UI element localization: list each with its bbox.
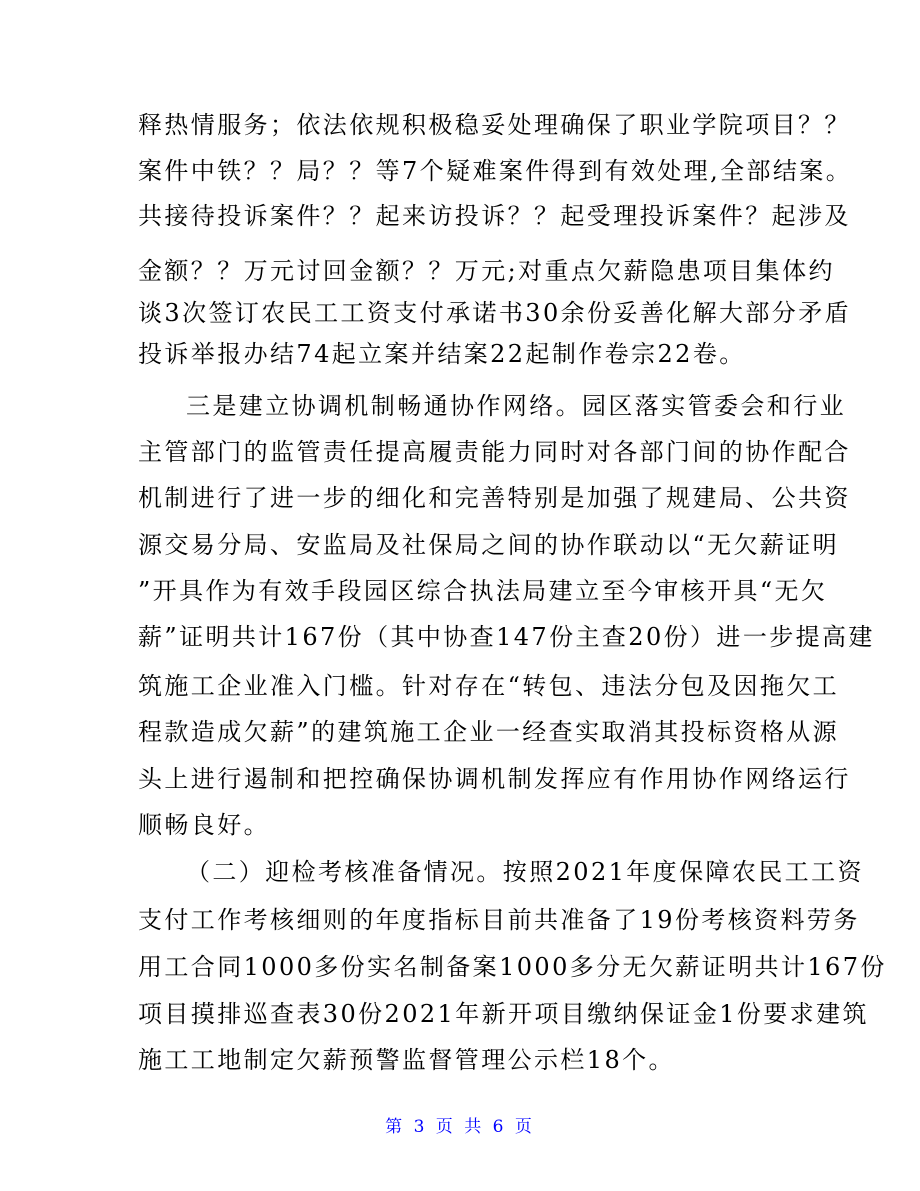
page-number-footer: 第 3 页 共 6 页: [385, 1117, 535, 1137]
paragraph-3-line: 施工工地制定欠薪预警监督管理公示栏18个。: [138, 1046, 675, 1074]
paragraph-2-line: 三是建立协调机制畅通协作网络。园区落实管委会和行业: [186, 392, 846, 420]
paragraph-2-line: 头上进行遏制和把控确保协调机制发挥应有作用协作网络运行: [138, 765, 851, 793]
paragraph-3-line: 支付工作考核细则的年度指标目前共准备了19份考核资料劳务: [138, 906, 860, 934]
paragraph-1-line: 投诉举报办结74起立案并结案22起制作卷宗22卷。: [138, 340, 746, 368]
paragraph-3-line: 项目摸排巡查表30份2021年新开项目缴纳保证金1份要求建筑: [138, 1000, 869, 1028]
paragraph-2-line: 源交易分局、安监局及社保局之间的协作联动以“无欠薪证明: [138, 531, 840, 559]
paragraph-2-line: 机制进行了进一步的细化和完善特别是加强了规建局、公共资: [138, 484, 851, 512]
paragraph-2-line: 薪”证明共计167份（其中协查147份主查20份）进一步提高建: [138, 623, 875, 651]
paragraph-3-line: （二）迎检考核准备情况。按照2021年度保障农民工工资: [186, 858, 864, 886]
paragraph-2-line: 主管部门的监管责任提高履责能力同时对各部门间的协作配合: [138, 438, 851, 466]
paragraph-2-line: 顺畅良好。: [138, 811, 270, 839]
paragraph-1-line: 共接待投诉案件？？起来访投诉？？起受理投诉案件？起涉及: [138, 202, 851, 230]
paragraph-1-line: 释热情服务；依法依规积极稳妥处理确保了职业学院项目？？: [138, 111, 851, 139]
paragraph-2-line: ”开具作为有效手段园区综合执法局建立至今审核开具“无欠: [138, 577, 828, 605]
paragraph-2-line: 筑施工企业准入门槛。针对存在“转包、违法分包及因拖欠工: [138, 672, 840, 700]
paragraph-1-line: 谈3次签订农民工工资支付承诺书30余份妥善化解大部分矛盾: [138, 299, 852, 327]
paragraph-2-line: 程款造成欠薪”的建筑施工企业一经查实取消其投标资格从源: [138, 718, 840, 746]
paragraph-1-line: 金额？？万元讨回金额？？万元;对重点欠薪隐患项目集体约: [138, 257, 835, 285]
paragraph-1-line: 案件中铁？？局？？等7个疑难案件得到有效处理,全部结案。: [138, 157, 853, 185]
paragraph-3-line: 用工合同1000多份实名制备案1000多分无欠薪证明共计167份: [138, 953, 887, 981]
